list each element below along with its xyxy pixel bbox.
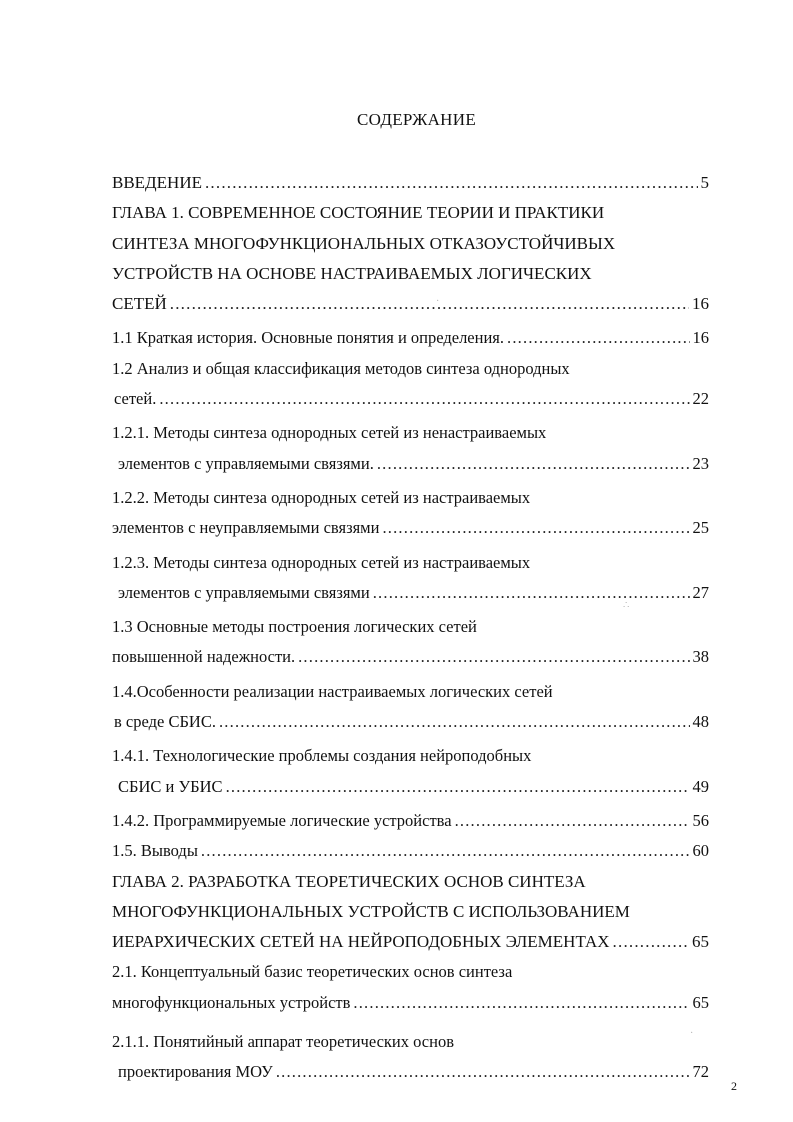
toc-entry-page: 25 bbox=[692, 518, 709, 538]
toc-entry-page: 22 bbox=[692, 389, 709, 409]
toc-entry-text: СЕТЕЙ bbox=[112, 294, 167, 314]
toc-entry-page: 49 bbox=[692, 776, 709, 796]
toc-entry-text: 1.2.3. Методы синтеза однородных сетей из настраиваемых bbox=[112, 552, 531, 572]
toc-section-1-5 bbox=[112, 836, 709, 866]
toc-entry-page: 27 bbox=[692, 582, 709, 602]
toc-entry-page: 65 bbox=[692, 932, 709, 952]
toc-entry-page: 72 bbox=[692, 1062, 709, 1082]
toc-section-1-2-line-1 bbox=[112, 354, 709, 384]
dot-leader bbox=[170, 289, 689, 319]
toc-section-1-2-3-line-2 bbox=[112, 578, 709, 608]
toc-section-1-2-3-line-1 bbox=[112, 548, 709, 578]
toc-entry-page: 23 bbox=[692, 453, 709, 473]
toc-entry-page: 48 bbox=[692, 712, 709, 732]
toc-entry-text: элементов с неуправляемыми связями bbox=[112, 518, 380, 538]
scan-speck: · bbox=[690, 1028, 694, 1039]
toc-entry-text: ВВЕДЕНИЕ bbox=[112, 173, 202, 192]
toc-section-1-2-1-line-2 bbox=[112, 449, 709, 479]
toc-entry-text: СБИС и УБИС bbox=[118, 776, 223, 796]
dot-leader bbox=[613, 927, 689, 957]
toc-section-2-1-1-line-1 bbox=[112, 1027, 709, 1057]
toc-entry-text: ИЕРАРХИЧЕСКИХ СЕТЕЙ НА НЕЙРОПОДОБНЫХ ЭЛЕМЕНТАХ bbox=[112, 932, 610, 952]
dot-leader bbox=[507, 323, 689, 353]
toc-entry-text: 2.1.1. Понятийный аппарат теоретических основ bbox=[112, 1032, 454, 1052]
toc-entry-introduction bbox=[112, 168, 709, 198]
toc-section-2-1-line-1 bbox=[112, 957, 709, 987]
toc-section-1-4-1-line-2 bbox=[112, 772, 709, 802]
page-number: 2 bbox=[731, 1079, 737, 1093]
toc-entry-page: 16 bbox=[692, 294, 709, 314]
toc-entry-text: повышенной надежности. bbox=[112, 647, 296, 667]
toc-entry-text: МНОГОФУНКЦИОНАЛЬНЫХ УСТРОЙСТВ С ИСПОЛЬЗОВАНИЕМ bbox=[112, 901, 630, 921]
dot-leader bbox=[377, 449, 690, 479]
toc-entry-text: 1.2 Анализ и общая классификация методов синтеза однородных bbox=[112, 358, 570, 378]
toc-entry-text: 1.1 Краткая история. Основные понятия и определения. bbox=[112, 328, 505, 348]
toc-chapter-2-line-1 bbox=[112, 867, 709, 897]
toc-entry-page: 56 bbox=[692, 810, 709, 830]
dot-leader bbox=[455, 806, 690, 836]
toc-entry-text: 1.5. Выводы bbox=[112, 841, 198, 861]
toc-entry-text: 1.3 Основные методы построения логических сетей bbox=[112, 617, 477, 637]
toc-entry-page: 38 bbox=[692, 647, 709, 667]
toc-entry-text: в среде СБИС. bbox=[114, 712, 216, 732]
dot-leader bbox=[159, 384, 689, 414]
dot-leader bbox=[276, 1057, 690, 1087]
dot-leader bbox=[219, 707, 690, 737]
dot-leader bbox=[382, 513, 689, 543]
toc-section-1-4-2 bbox=[112, 806, 709, 836]
toc-section-1-3-line-2 bbox=[112, 642, 709, 672]
toc-entry-text: многофункциональных устройств bbox=[112, 992, 351, 1012]
toc-chapter-1-line-3 bbox=[112, 259, 709, 289]
toc-chapter-1-line-4 bbox=[112, 289, 709, 319]
toc-entry-page: 16 bbox=[692, 328, 709, 348]
toc-entry-text: 1.4.1. Технологические проблемы создания нейроподобных bbox=[112, 746, 532, 766]
toc-entry-page: 60 bbox=[692, 841, 709, 861]
toc-chapter-1-line-1 bbox=[112, 198, 709, 228]
toc-entry-text: проектирования МОУ bbox=[118, 1062, 273, 1082]
toc-section-1-2-1-line-1 bbox=[112, 418, 709, 448]
toc-section-1-4-line-1 bbox=[112, 677, 709, 707]
dot-leader bbox=[201, 836, 690, 866]
dot-leader bbox=[226, 772, 690, 802]
toc-chapter-1-line-2 bbox=[112, 229, 709, 259]
toc-entry-page: 65 bbox=[692, 992, 709, 1012]
toc-entry-text: 1.2.2. Методы синтеза однородных сетей из настраиваемых bbox=[112, 487, 531, 507]
toc-entry-text: элементов с управляемыми связями. bbox=[118, 453, 374, 473]
page-title: СОДЕРЖАНИЕ bbox=[356, 110, 477, 129]
dot-leader bbox=[298, 642, 689, 672]
toc-entry-text: УСТРОЙСТВ НА ОСНОВЕ НАСТРАИВАЕМЫХ ЛОГИЧЕСКИХ bbox=[112, 263, 592, 283]
toc-entry-text: элементов с управляемыми связями bbox=[118, 582, 370, 602]
toc-entry-text: 1.2.1. Методы синтеза однородных сетей из ненастраиваемых bbox=[112, 423, 547, 443]
scan-speck: ∴ bbox=[623, 600, 630, 611]
toc-entry-page: 5 bbox=[700, 173, 709, 192]
toc-entry-text: 2.1. Концептуальный базис теоретических основ синтеза bbox=[112, 962, 513, 982]
toc-entry-text: ГЛАВА 2. РАЗРАБОТКА ТЕОРЕТИЧЕСКИХ ОСНОВ СИНТЕЗА bbox=[112, 871, 586, 891]
toc-section-1-1 bbox=[112, 323, 709, 353]
table-of-contents bbox=[112, 168, 709, 1088]
dot-leader bbox=[353, 988, 689, 1018]
toc-entry-text: сетей. bbox=[114, 389, 157, 409]
toc-entry-text: 1.4.2. Программируемые логические устройства bbox=[112, 810, 452, 830]
toc-chapter-2-line-3 bbox=[112, 927, 709, 957]
toc-section-1-2-2-line-1 bbox=[112, 483, 709, 513]
toc-section-1-2-2-line-2 bbox=[112, 513, 709, 543]
toc-section-1-3-line-1 bbox=[112, 612, 709, 642]
dot-leader bbox=[373, 578, 690, 608]
toc-section-1-2-line-2 bbox=[112, 384, 709, 414]
toc-section-1-4-1-line-1 bbox=[112, 741, 709, 771]
toc-entry-text: 1.4.Особенности реализации настраиваемых логических сетей bbox=[112, 681, 553, 701]
toc-entry-text: ГЛАВА 1. СОВРЕМЕННОЕ СОСТОЯНИЕ ТЕОРИИ И ПРАКТИКИ bbox=[112, 203, 605, 223]
scan-speck: · bbox=[436, 296, 440, 307]
toc-entry-text: СИНТЕЗА МНОГОФУНКЦИОНАЛЬНЫХ ОТКАЗОУСТОЙЧИВЫХ bbox=[112, 233, 616, 253]
toc-section-2-1-1-line-2 bbox=[112, 1057, 709, 1087]
toc-section-1-4-line-2 bbox=[112, 707, 709, 737]
toc-chapter-2-line-2 bbox=[112, 897, 709, 927]
toc-section-2-1-line-2 bbox=[112, 988, 709, 1018]
dot-leader bbox=[205, 168, 698, 198]
